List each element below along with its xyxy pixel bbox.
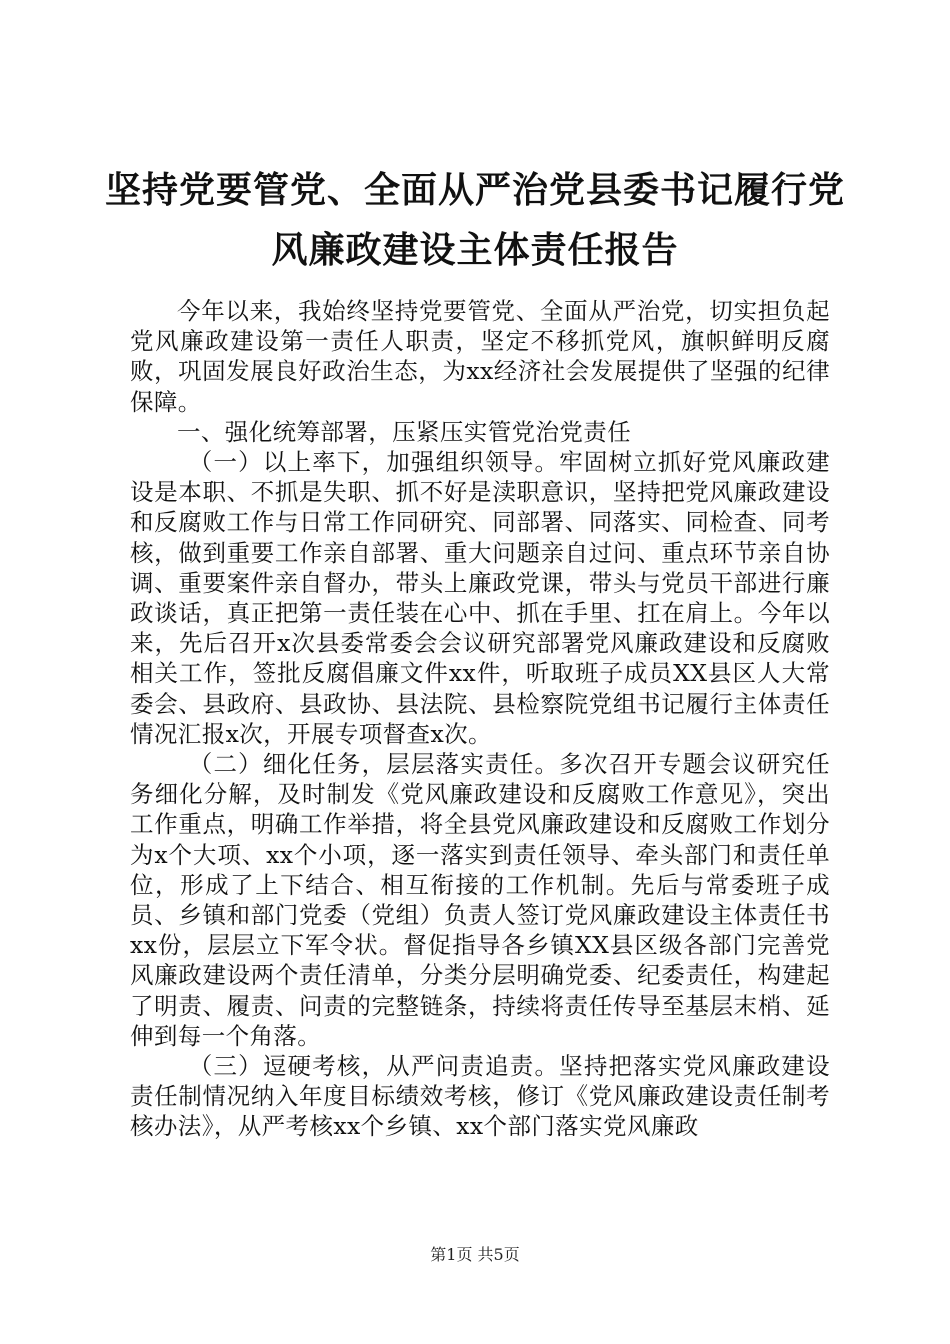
intro-paragraph: 今年以来，我始终坚持党要管党、全面从严治党，切实担负起党风廉政建设第一责任人职责，坚定不移抓党风，旗帜鲜明反腐败，巩固发展良好政治生态，为xx经济社会发展提供了坚强的纪律保障。 (130, 297, 830, 416)
document-body (130, 296, 830, 1142)
body-paragraph: （一）以上率下，加强组织领导。牢固树立抓好党风廉政建设是本职、不抓是失职、抓不好是渎职意识，坚持把党风廉政建设和反腐败工作与日常工作同研究、同部署、同落实、同检查、同考核，做到重要工作亲自部署、重大问题亲自过问、重点环节亲自协调、重要案件亲自督办，带头上廉政党课，带头与党员干部进行廉政谈话，真正把第一责任装在心中、抓在手里、扛在肩上。今年以来，先后召开x次县委常委会会议研究部署党风廉政建设和反腐败相关工作，签批反腐倡廉文件xx件，听取班子成员XX县区人大常委会、县政府、县政协、县法院、县检察院党组书记履行主体责任情况汇报x次，开展专项督查x次。 (130, 448, 830, 748)
page-number-footer: 第1页 共5页 (430, 1245, 520, 1264)
document-title-line-2: 风廉政建设主体责任报告 (271, 230, 679, 271)
body-paragraph: （三）逗硬考核，从严问责追责。坚持把落实党风廉政建设责任制情况纳入年度目标绩效考核，修订《党风廉政建设责任制考核办法》，从严考核xx个乡镇、xx个部门落实党风廉政 (130, 1052, 830, 1141)
body-paragraph: （二）细化任务，层层落实责任。多次召开专题会议研究任务细化分解，及时制发《党风廉政建设和反腐败工作意见》，突出工作重点，明确工作举措，将全县党风廉政建设和反腐败工作划分为x个大项、xx个小项，逐一落实到责任领导、牵头部门和责任单位，形成了上下结合、相互衔接的工作机制。先后与常委班子成员、乡镇和部门党委（党组）负责人签订党风廉政建设主体责任书xx份，层层立下军令状。督促指导各乡镇XX县区级各部门完善党风廉政建设两个责任清单，分类分层明确党委、纪委责任，构建起了明责、履责、问责的完整链条，持续将责任传导至基层末梢、延伸到每一个角落。 (130, 750, 830, 1050)
section-heading: 一、强化统筹部署，压紧压实管党治党责任 (177, 417, 632, 446)
document-title-line-1: 坚持党要管党、全面从严治党县委书记履行党 (104, 170, 845, 211)
